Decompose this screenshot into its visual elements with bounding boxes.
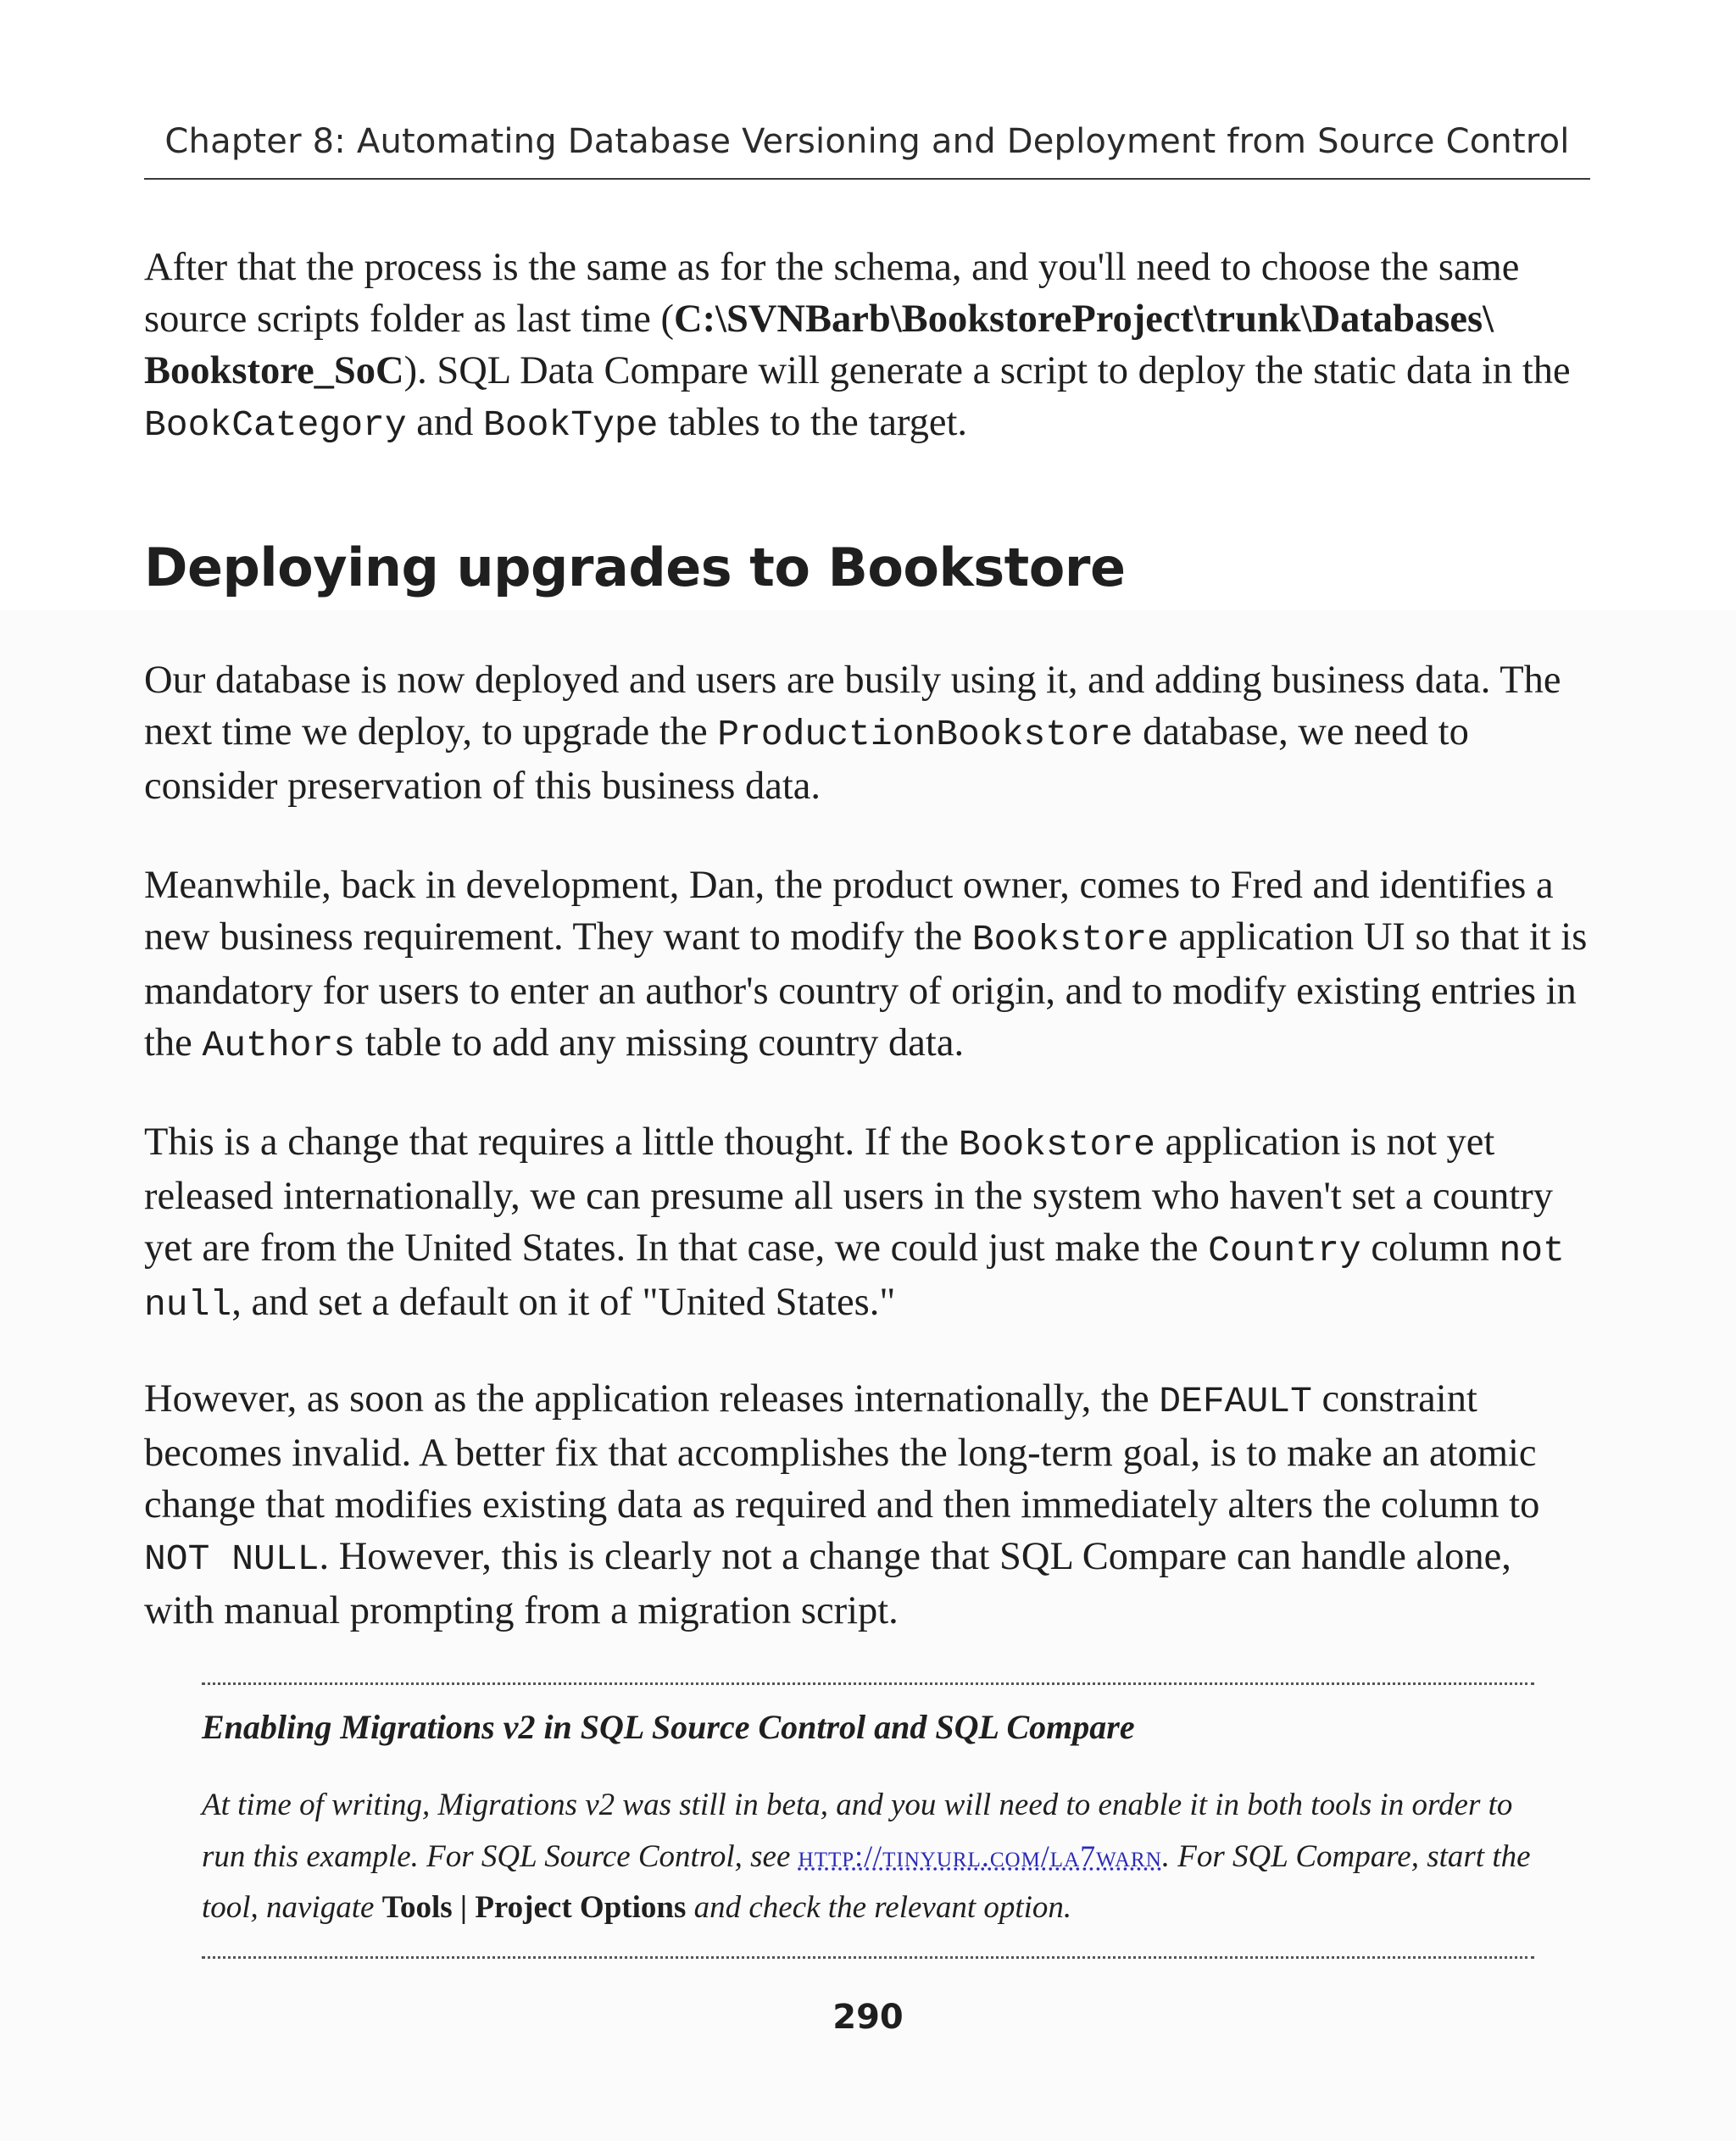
menu-path: Tools | Project Options	[381, 1890, 687, 1925]
code-bookstore: Bookstore	[971, 919, 1169, 960]
code-bookstore-2: Bookstore	[958, 1124, 1155, 1165]
code-not-null: not null	[144, 1230, 1565, 1326]
note-title: Enabling Migrations v2 in SQL Source Control and SQL Compare	[202, 1708, 1135, 1746]
folder-path: C:\SVNBarb\BookstoreProject\trunk\Databases\ Bookstore_SoC	[144, 298, 1494, 392]
running-header: Chapter 8: Automating Database Versioning and Deployment from Source Control	[144, 112, 1590, 180]
section-heading: Deploying upgrades to Bookstore	[144, 537, 1126, 598]
para3-text-1: Meanwhile, back in development, Dan, the product owner, comes to Fred and identifies a new business requirement. They want to modify the	[144, 864, 1554, 959]
intro-text-3: and	[406, 401, 484, 444]
note-box	[202, 1682, 1534, 1959]
paragraph-default-constraint	[144, 1373, 1590, 1637]
code-not-null-upper: NOT NULL	[144, 1538, 320, 1580]
para4-text-4: , and set a default on it of "United States."	[231, 1281, 896, 1324]
para4-text-1: This is a change that requires a little thought. If the	[144, 1121, 959, 1164]
paragraph-requirement	[144, 859, 1590, 1071]
para4-text-3: column	[1360, 1226, 1500, 1270]
para2-text-2: database, we need to consider preservation of this business data.	[144, 710, 1469, 808]
para5-text-2: constraint becomes invalid. A better fix that accomplishes the long-term goal, is to make an atomic change that modifies existing data as required and then immediately alters the column to	[144, 1377, 1540, 1527]
note-text-2: . For SQL Compare, start the tool, navigate	[202, 1839, 1531, 1925]
code-bookcategory: BookCategory	[144, 404, 407, 446]
note-text-1: At time of writing, Migrations v2 was still in beta, and you will need to enable it in both tools in order to run this example. For SQL Source Control, see	[202, 1788, 1513, 1874]
code-default: DEFAULT	[1159, 1381, 1312, 1422]
page-number: 290	[832, 1998, 904, 2037]
code-productionbookstore: ProductionBookstore	[717, 714, 1133, 755]
para5-text-3: . However, this is clearly not a change that SQL Compare can handle alone, with manual prompting from a migration script.	[144, 1535, 1511, 1632]
note-text-3: and check the relevant option.	[686, 1890, 1072, 1925]
paragraph-thought	[144, 1116, 1590, 1331]
intro-text-4: tables to the target.	[658, 401, 968, 444]
intro-text-2: ). SQL Data Compare will generate a script to deploy the static data in the	[403, 349, 1571, 392]
paragraph-deployed	[144, 654, 1590, 812]
note-body	[202, 1780, 1534, 1933]
code-authors: Authors	[202, 1025, 356, 1066]
page-content	[144, 242, 1590, 1632]
para2-text-1: Our database is now deployed and users are busily using it, and adding business data. The next time we deploy, to upgrade the	[144, 659, 1561, 754]
para5-text-1: However, as soon as the application releases internationally, the	[144, 1377, 1160, 1421]
intro-paragraph	[144, 242, 1590, 451]
para3-text-2: application UI so that it is mandatory for users to enter an author's country of origin, and to modify existing entries in the	[144, 915, 1588, 1065]
para4-text-2: application is not yet released internationally, we can presume all users in the system who haven't set a country yet are from the United States. In that case, we could just make the	[144, 1121, 1554, 1270]
code-country: Country	[1208, 1230, 1361, 1271]
intro-text-1: After that the process is the same as for the schema, and you'll need to choose the same source scripts folder as last time (	[144, 246, 1520, 341]
code-booktype: BookType	[483, 404, 659, 446]
tinyurl-link[interactable]: http://tinyurl.com/la7warn	[798, 1839, 1162, 1873]
para3-text-3: table to add any missing country data.	[355, 1021, 965, 1065]
